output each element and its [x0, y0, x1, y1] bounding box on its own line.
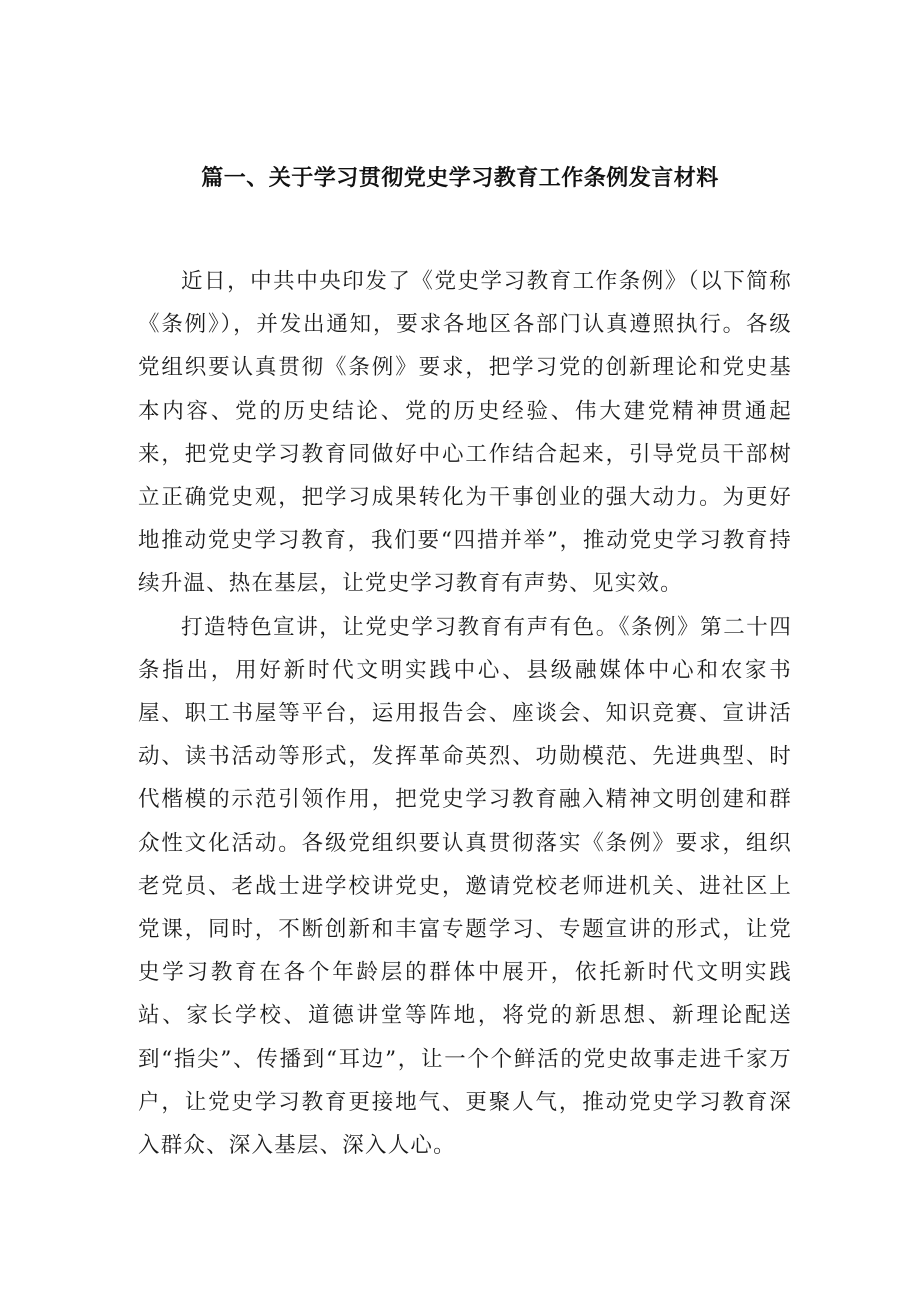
paragraph-1: 近日，中共中央印发了《党史学习教育工作条例》（以下简称《条例》），并发出通知，要求各地区各部门认真遵照执行。各级党组织要认真贯彻《条例》要求，把学习党的创新理论和党史基本内容、党的历史结论、党的历史经验、伟大建党精神贯通起来，把党史学习教育同做好中心工作结合起来，引导党员干部树立正确党史观，把学习成果转化为干事创业的强大动力。为更好地推动党史学习教育，我们要“四措并举”，推动党史学习教育持续升温、热在基层，让党史学习教育有声势、见实效。 — [138, 269, 792, 597]
document-title: 篇一、关于学习贯彻党史学习教育工作条例发言材料 — [201, 166, 719, 191]
paragraph-2: 打造特色宣讲，让党史学习教育有声有色。《条例》第二十四条指出，用好新时代文明实践中心、县级融媒体中心和农家书屋、职工书屋等平台，运用报告会、座谈会、知识竞赛、宣讲活动、读书活动等形式，发挥革命英烈、功勋模范、先进典型、时代楷模的示范引领作用，把党史学习教育融入精神文明创建和群众性文化活动。各级党组织要认真贯彻落实《条例》要求，组织老党员、老战士进学校讲党史，邀请党校老师进机关、进社区上党课，同时，不断创新和丰富专题学习、专题宣讲的形式，让党史学习教育在各个年龄层的群体中展开，依托新时代文明实践站、家长学校、道德讲堂等阵地，将党的新思想、新理论配送到“指尖”、传播到“耳边”，让一个个鲜活的党史故事走进千家万户，让党史学习教育更接地气、更聚人气，推动党史学习教育深入群众、深入基层、深入人心。 — [138, 614, 792, 1159]
document-body — [138, 260, 792, 1167]
